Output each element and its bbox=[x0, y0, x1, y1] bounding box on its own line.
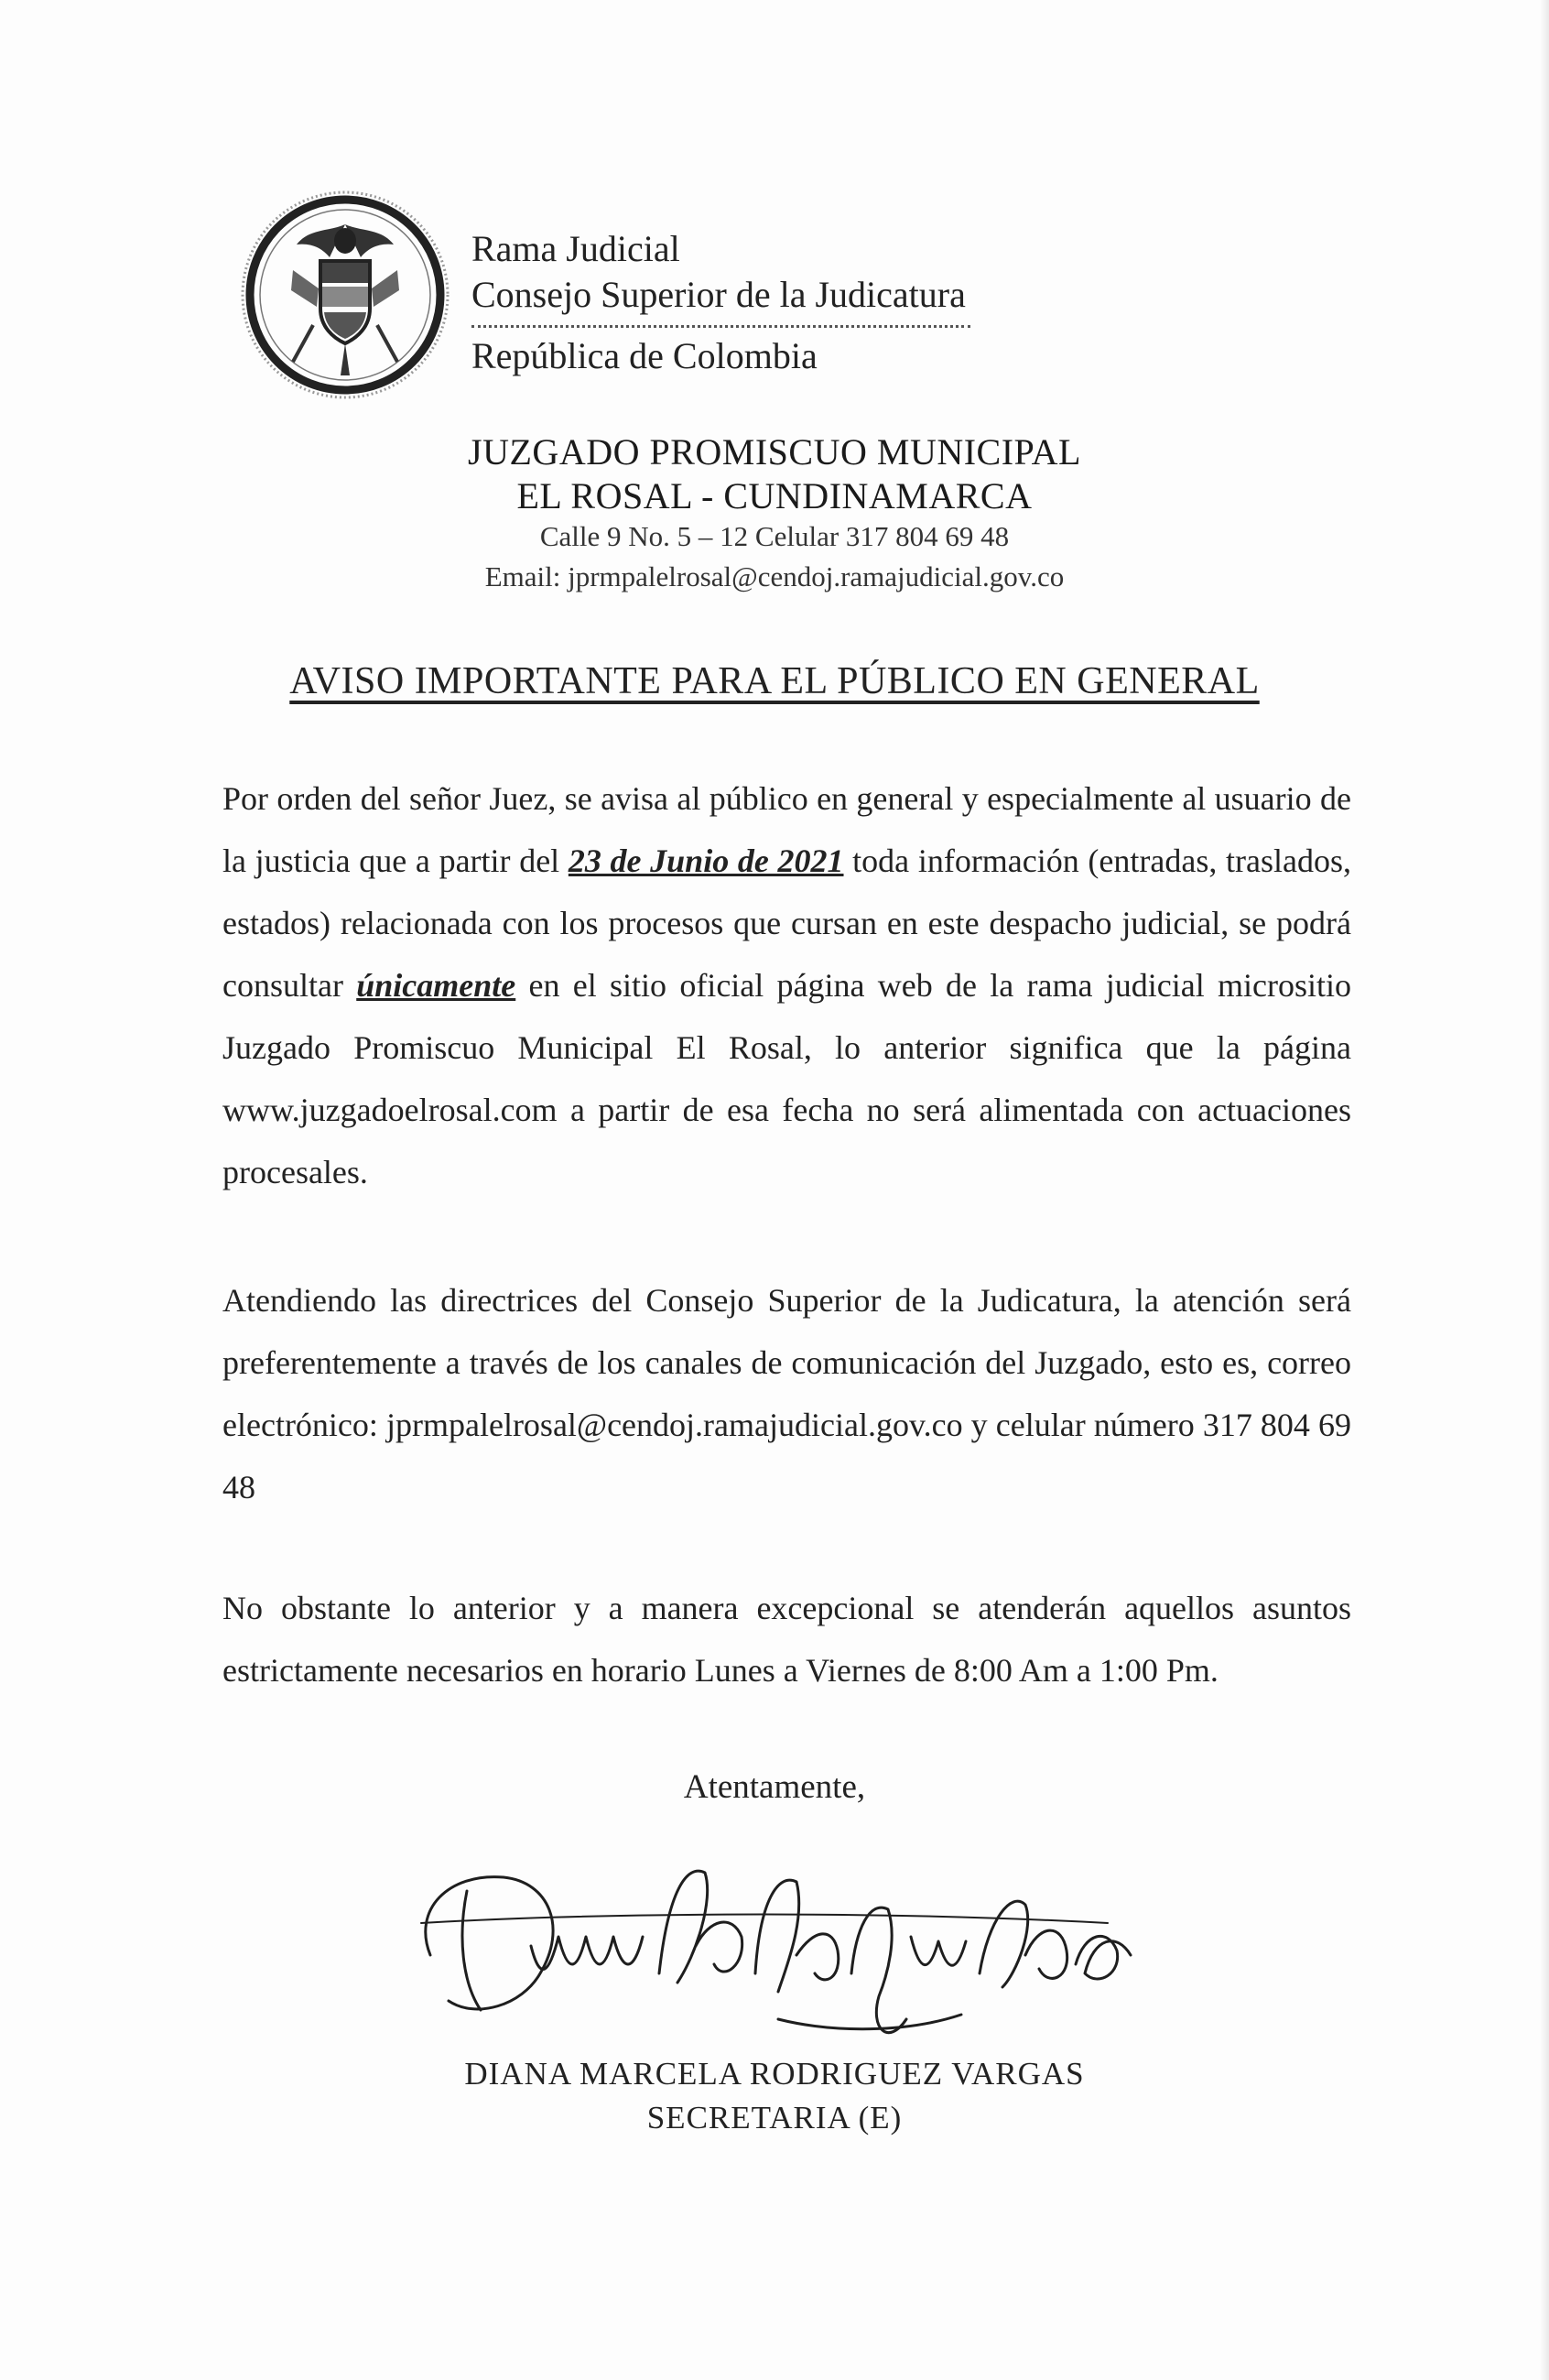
paragraph-hours: No obstante lo anterior y a manera excepcional se atenderán aquellos asuntos estrictamente necesarios en horario Lunes a Viernes de 8:00 Am a 1:00 Pm. bbox=[222, 1590, 1351, 1689]
scan-edge-shadow bbox=[1540, 0, 1549, 2380]
emphasis-unicamente: únicamente bbox=[356, 967, 516, 1004]
paragraph-contact: Atendiendo las directrices del Consejo Superior de la Judicatura, la atención será preferentemente a través de los canales de comunicación del Juzgado, esto es, correo electrónico: jprmpalelrosal@cendoj.ramajudicial.gov.co y celular número 317 804 69 48 bbox=[222, 1282, 1351, 1505]
court-location: EL ROSAL - CUNDINAMARCA bbox=[516, 475, 1033, 516]
signer-name: DIANA MARCELA RODRIGUEZ VARGAS bbox=[464, 2056, 1085, 2092]
institution-line-rama: Rama Judicial bbox=[471, 228, 680, 269]
notice-title-text: AVISO IMPORTANTE PARA EL PÚBLICO EN GENERAL bbox=[289, 660, 1260, 702]
institution-block bbox=[471, 226, 970, 379]
court-name: JUZGADO PROMISCUO MUNICIPAL bbox=[468, 431, 1081, 473]
closing-salutation: Atentamente, bbox=[683, 1768, 866, 1806]
paragraph-1-text-b: toda información (entradas, traslados, estados) relacionada con los procesos que cursan en este despacho judicial, se podrá consultar bbox=[222, 842, 1351, 1004]
institution-line-republica: República de Colombia bbox=[471, 335, 818, 376]
court-address: Calle 9 No. 5 – 12 Celular 317 804 69 48 bbox=[539, 520, 1010, 552]
paragraph-notice bbox=[222, 767, 1351, 1203]
institution-line-consejo: Consejo Superior de la Judicatura bbox=[471, 274, 966, 315]
colombia-coat-of-arms-seal-icon bbox=[238, 188, 453, 403]
paragraph-1-text-a: Por orden del señor Juez, se avisa al público en general y especialmente al usuario de la justicia que a partir del bbox=[222, 780, 1351, 879]
letterhead bbox=[238, 188, 1062, 417]
paragraph-1-text-c: en el sitio oficial página web de la rama judicial micrositio Juzgado Promiscuo Municipal El Rosal, lo anterior significa que la página www.juzgadoelrosal.com a partir de esa fecha no será alimentada con actuaciones procesales. bbox=[222, 967, 1351, 1190]
signer-role: SECRETARIA (E) bbox=[646, 2100, 903, 2135]
notice-title bbox=[0, 659, 1549, 703]
court-email: Email: jprmpalelrosal@cendoj.ramajudicial.gov.co bbox=[484, 560, 1065, 592]
handwritten-signature bbox=[394, 1836, 1172, 2065]
effective-date: 23 de Junio de 2021 bbox=[568, 842, 844, 879]
letterhead-divider bbox=[471, 325, 970, 328]
